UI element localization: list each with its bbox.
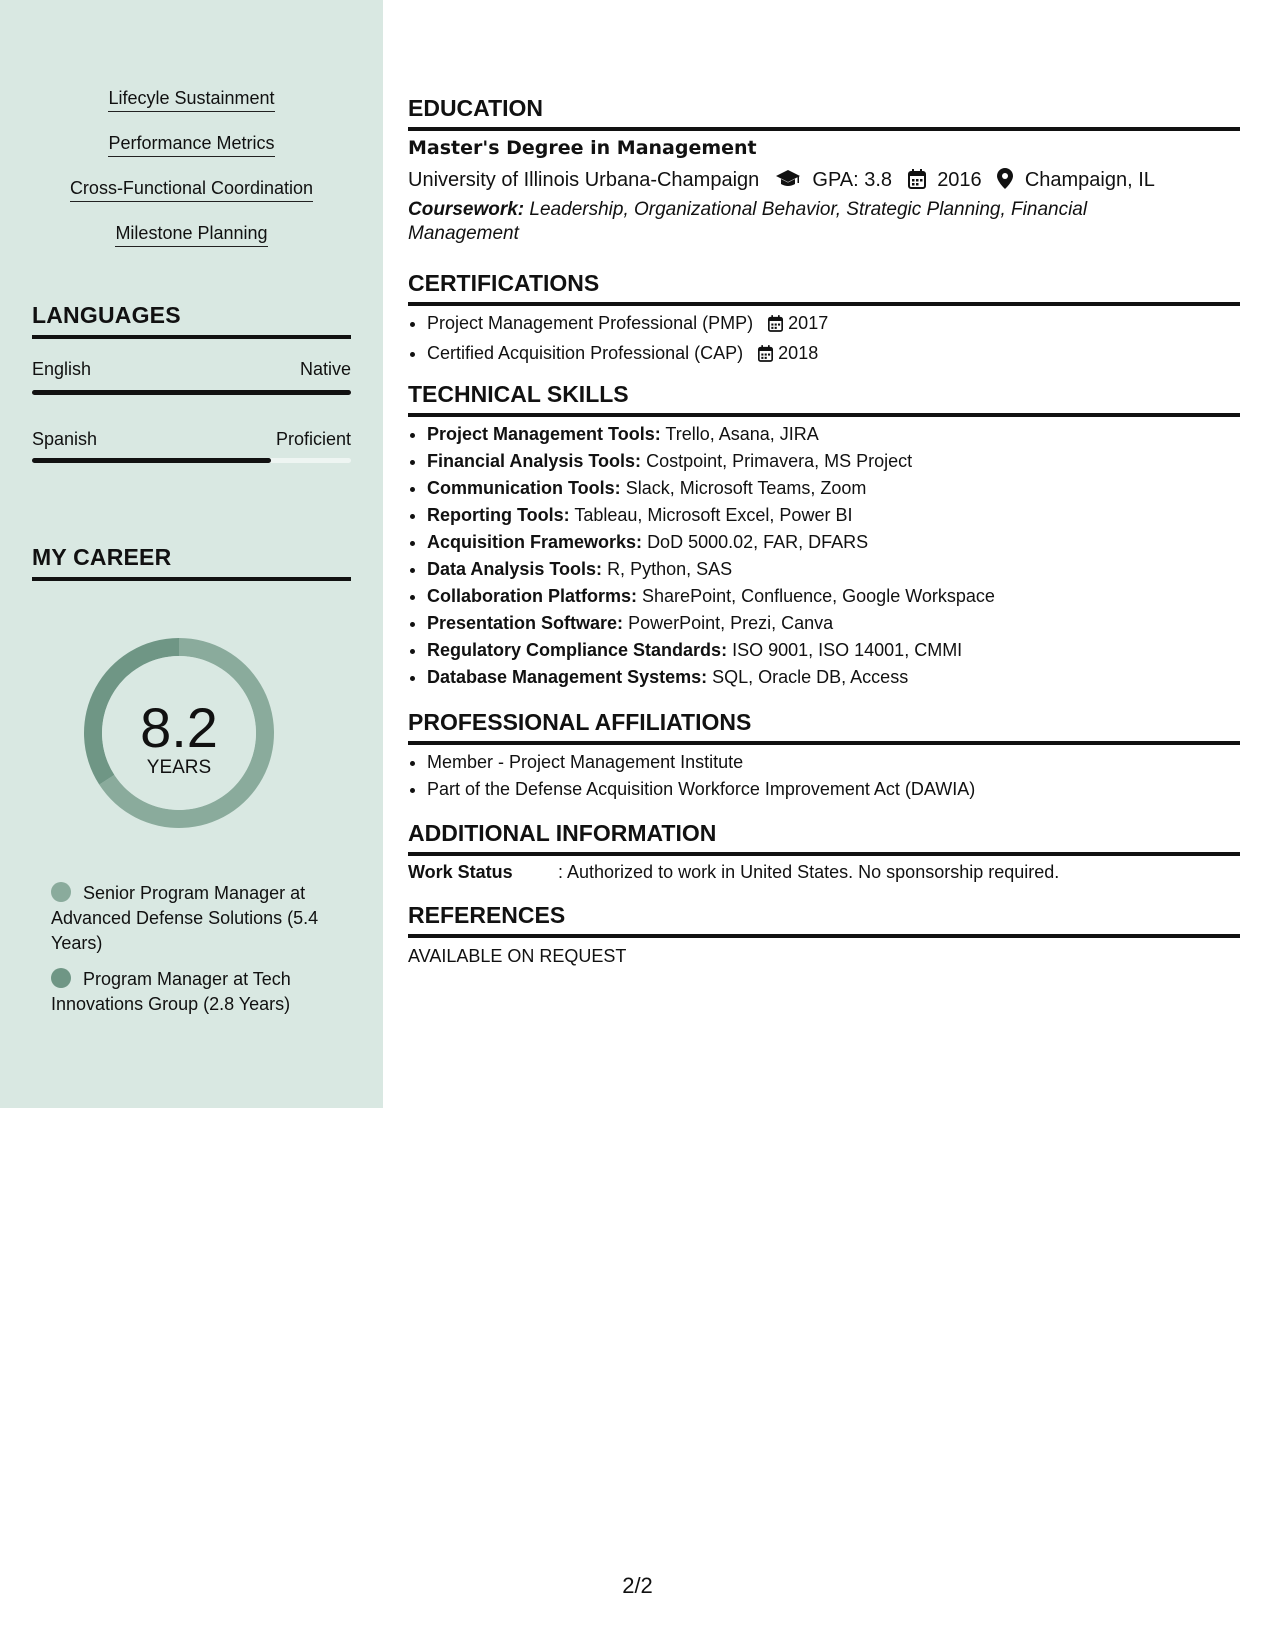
skill-tag-label: Performance Metrics — [108, 133, 274, 157]
technical-skill-item — [427, 637, 995, 664]
calendar-icon — [908, 169, 926, 195]
technical-skill-item — [427, 448, 995, 475]
calendar-icon — [758, 343, 773, 370]
career-item — [51, 967, 341, 1017]
skill-tag — [0, 178, 383, 202]
education-details — [408, 168, 1155, 195]
skill-category: Collaboration Platforms: — [427, 586, 638, 606]
references-text: AVAILABLE ON REQUEST — [408, 946, 627, 966]
language-name: English — [32, 359, 92, 379]
work-status-value: : Authorized to work in United States. No sponsorship required. — [558, 862, 1060, 882]
skill-values: Costpoint, Primavera, MS Project — [646, 451, 913, 471]
location-pin-icon — [997, 168, 1013, 195]
language-level: Proficient — [275, 429, 351, 449]
skill-category: Reporting Tools: — [427, 505, 570, 525]
additional-info-heading: ADDITIONAL INFORMATION — [408, 820, 1240, 856]
affiliations-heading: PROFESSIONAL AFFILIATIONS — [408, 709, 1240, 745]
language-name: Spanish — [32, 429, 98, 449]
technical-skill-item — [427, 421, 995, 448]
technical-skill-item — [427, 664, 995, 691]
certification-name: Certified Acquisition Professional (CAP) — [427, 343, 744, 363]
skill-category: Project Management Tools: — [427, 424, 661, 444]
skill-category: Data Analysis Tools: — [427, 559, 603, 579]
skill-tag-label: Milestone Planning — [115, 223, 267, 247]
graduation-cap-icon — [775, 169, 801, 195]
technical-skill-item — [427, 502, 995, 529]
skill-category: Database Management Systems: — [427, 667, 708, 687]
skill-tag-label: Lifecyle Sustainment — [108, 88, 274, 112]
degree-title: Master's Degree in Management — [408, 137, 757, 159]
technical-skills-heading: TECHNICAL SKILLS — [408, 381, 1240, 417]
skill-category: Financial Analysis Tools: — [427, 451, 642, 471]
skill-values: Tableau, Microsoft Excel, Power BI — [574, 505, 853, 525]
skill-category: Presentation Software: — [427, 613, 624, 633]
language-bar-fill — [32, 458, 271, 463]
coursework-label: Coursework: — [408, 199, 525, 220]
graduation-year: 2016 — [937, 169, 982, 191]
skill-category: Communication Tools: — [427, 478, 621, 498]
skill-category: Regulatory Compliance Standards: — [427, 640, 728, 660]
skill-values: PowerPoint, Prezi, Canva — [628, 613, 834, 633]
language-bar — [32, 390, 351, 395]
work-status-row — [408, 862, 1059, 883]
career-donut-chart — [66, 620, 292, 846]
skill-values: ISO 9001, ISO 14001, CMMI — [732, 640, 963, 660]
language-row — [32, 359, 351, 380]
career-heading: MY CAREER — [32, 544, 351, 581]
references-heading: REFERENCES — [408, 902, 1240, 938]
work-status-label: Work Status — [408, 862, 513, 882]
certifications-heading: CERTIFICATIONS — [408, 270, 1240, 306]
technical-skills-list — [408, 421, 995, 691]
sidebar — [0, 0, 383, 1108]
technical-skill-item — [427, 529, 995, 556]
certification-name: Project Management Professional (PMP) — [427, 313, 754, 333]
affiliations-list — [408, 749, 975, 803]
technical-skill-item — [427, 610, 995, 637]
skill-values: SharePoint, Confluence, Google Workspace — [642, 586, 995, 606]
gpa: GPA: 3.8 — [812, 169, 893, 191]
skill-values: R, Python, SAS — [607, 559, 733, 579]
technical-skill-item — [427, 556, 995, 583]
certification-year: 2018 — [778, 343, 819, 363]
skill-tag — [0, 133, 383, 157]
affiliation-item: • Part of the Defense Acquisition Workforce Improvement Act (DAWIA) — [427, 776, 975, 803]
certification-year: 2017 — [788, 313, 829, 333]
language-bar — [32, 458, 351, 463]
affiliation-item: • Member - Project Management Institute — [427, 749, 975, 776]
skill-tag — [0, 223, 383, 247]
coursework-list: Leadership, Organizational Behavior, Strategic Planning, Financial Management — [408, 199, 1088, 244]
language-row — [32, 429, 351, 450]
career-item-text: Senior Program Manager at Advanced Defense Solutions (5.4 Years) — [51, 883, 319, 953]
certifications-list — [408, 310, 828, 370]
calendar-icon — [768, 313, 783, 340]
skill-values: DoD 5000.02, FAR, DFARS — [647, 532, 869, 552]
languages-heading: LANGUAGES — [32, 302, 351, 339]
language-level: Native — [299, 359, 351, 379]
education-location: Champaign, IL — [1024, 169, 1155, 191]
skill-category: Acquisition Frameworks: — [427, 532, 643, 552]
skill-values: Trello, Asana, JIRA — [665, 424, 819, 444]
school-name: University of Illinois Urbana-Champaign — [408, 169, 760, 191]
career-dot — [51, 968, 71, 988]
language-bar-fill — [32, 390, 351, 395]
career-dot — [51, 882, 71, 902]
technical-skill-item — [427, 583, 995, 610]
coursework — [408, 198, 1168, 246]
skill-tag-label: Cross-Functional Coordination — [70, 178, 313, 202]
technical-skill-item — [427, 475, 995, 502]
career-item-text: Program Manager at Tech Innovations Group (2.8 Years) — [51, 969, 291, 1014]
education-heading: EDUCATION — [408, 95, 1240, 131]
career-total: 8.2 — [140, 696, 218, 759]
skill-values: Slack, Microsoft Teams, Zoom — [625, 478, 867, 498]
career-item — [51, 881, 341, 956]
page-number: 2/2 — [622, 1573, 653, 1598]
certification-item — [427, 340, 828, 370]
skill-tag — [0, 88, 383, 112]
career-unit: YEARS — [146, 757, 212, 778]
certification-item — [427, 310, 828, 340]
skill-values: SQL, Oracle DB, Access — [712, 667, 909, 687]
